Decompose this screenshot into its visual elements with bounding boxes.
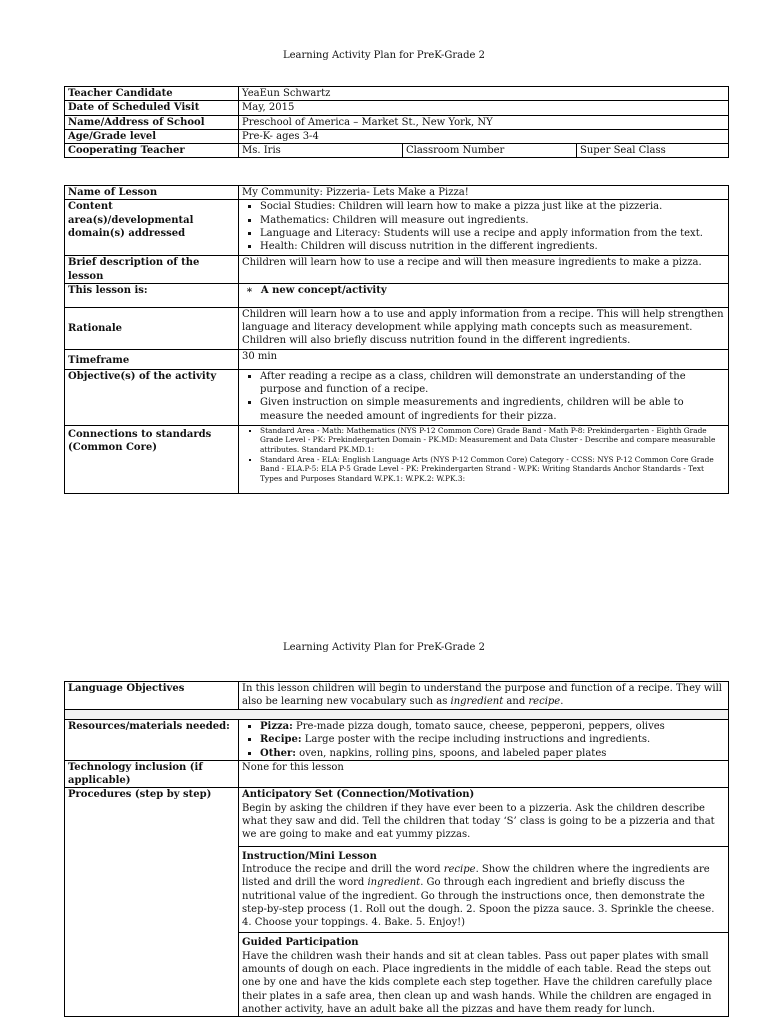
cooperating-teacher-value: Ms. Iris — [239, 144, 403, 158]
item-heading: Recipe: — [260, 734, 302, 746]
lesson-name: My Community: Pizzeria- Lets Make a Pizza! — [239, 186, 729, 200]
list-item: ▪ Social Studies: Children will learn how to make a pizza just like at the pizzeria. — [260, 200, 725, 213]
lesson-type — [239, 283, 729, 307]
guided-participation — [239, 933, 729, 1017]
list-item: ▪ Language and Literacy: Students will use a recipe and apply information from the text. — [260, 227, 725, 240]
table-row — [65, 115, 729, 129]
standards — [239, 425, 729, 493]
row-label: Content area(s)/developmental domain(s) addressed — [65, 200, 239, 256]
list-item: ▪ Mathematics: Children will measure out ingredients. — [260, 214, 725, 227]
item-text: Large poster with the recipe including instructions and ingredients. — [301, 734, 651, 746]
vocab-word: ingredient — [367, 877, 421, 889]
technology: None for this lesson — [239, 760, 729, 788]
text: . Show the children where the ingredients are listed and drill the word — [242, 863, 710, 889]
content-areas — [239, 200, 729, 256]
instruction-mini-lesson — [239, 846, 729, 933]
vocab-word: recipe — [443, 863, 476, 875]
language-objectives — [239, 682, 729, 710]
table-row — [65, 425, 729, 493]
row-label: Brief description of the lesson — [65, 256, 239, 284]
section-heading: Instruction/Mini Lesson — [242, 850, 377, 862]
list-item — [260, 720, 725, 733]
table-row — [65, 760, 729, 788]
text: In this lesson children will begin to understand the purpose and function of a recipe. They will also be learning new vocabulary such as — [242, 683, 722, 708]
table-row — [65, 200, 729, 256]
row-label: Connections to standards (Common Core) — [65, 425, 239, 493]
table-row — [65, 144, 729, 158]
row-label: Teacher Candidate — [65, 87, 239, 101]
row-value: May, 2015 — [239, 101, 729, 115]
brief-description: Children will learn how to use a recipe and will then measure ingredients to make a pizza. — [239, 256, 729, 284]
list-item: ▪ Health: Children will discuss nutrition in the different ingredients. — [260, 240, 725, 253]
table-row — [65, 788, 729, 846]
table-row — [65, 186, 729, 200]
objectives — [239, 369, 729, 425]
row-label: Rationale — [65, 307, 239, 349]
shaded-spacer — [65, 710, 729, 720]
rationale: Children will learn how a to use and apply information from a recipe. This will help strengthen language and literacy development while applying math concepts such as measurement. Children will also briefly discuss nutrition found in the different ingredients. — [239, 307, 729, 349]
list-item: ∗ A new concept/activity — [246, 284, 725, 297]
row-value: Pre-K- ages 3-4 — [239, 129, 729, 143]
section-text — [242, 863, 725, 929]
anticipatory-set — [239, 788, 729, 846]
spacer-row — [65, 710, 729, 720]
section-heading: Guided Participation — [242, 937, 359, 949]
table-row — [65, 349, 729, 369]
table-row — [65, 129, 729, 143]
row-label: Name of Lesson — [65, 186, 239, 200]
vocab-word: ingredient — [450, 696, 504, 708]
row-label: Date of Scheduled Visit — [65, 101, 239, 115]
item-heading: Pizza: — [260, 721, 293, 732]
row-label: Technology inclusion (if applicable) — [65, 760, 239, 788]
item-text: Pre-made pizza dough, tomato sauce, cheese, pepperoni, peppers, olives — [292, 721, 665, 732]
item-text: oven, napkins, rolling pins, spoons, and labeled paper plates — [295, 747, 607, 759]
vocab-word: recipe — [528, 696, 561, 708]
row-label: Procedures (step by step) — [65, 788, 239, 1017]
list-item — [260, 747, 725, 760]
list-item: ▪ Standard Area - ELA: English Language Arts (NYS P-12 Common Core) Category - CCSS: NYS P-12 Common Core Grade Band - ELA.P-5: ELA P-5 Grade Level - PK: Prekindergarten Strand - W.PK: Writing Standards Anchor Standards - Text Types and Purposes Standard W.PK.1: W.PK.2: W.PK.3: — [260, 455, 725, 484]
text: Introduce the recipe and drill the word — [242, 863, 444, 875]
table-row — [65, 256, 729, 284]
section-text: Have the children wash their hands and sit at clean tables. Pass out paper plates with small amounts of dough on each. Place ingredients in the middle of each table. Read the steps out one by one and have the kids complete each step together. Have the children carefully place their plates in a safe area, then clean up and wash hands. While the children are engaged in another activity, have an adult bake all the pizzas and have them ready for lunch. — [242, 950, 713, 1015]
resources — [239, 720, 729, 761]
section-heading: Anticipatory Set (Connection/Motivation) — [242, 789, 475, 801]
row-label: This lesson is: — [65, 283, 239, 307]
row-value: Preschool of America – Market St., New York, NY — [239, 115, 729, 129]
table-row — [65, 283, 729, 307]
page-title: Learning Activity Plan for PreK-Grade 2 — [282, 50, 486, 61]
row-label: Language Objectives — [65, 682, 239, 710]
table-row — [65, 307, 729, 349]
timeframe: 30 min — [239, 349, 729, 369]
item-heading: Other: — [260, 747, 296, 759]
list-item: ▪ After reading a recipe as a class, children will demonstrate an understanding of the purpose and function of a recipe. — [260, 370, 725, 397]
row-label: Resources/materials needed: — [65, 720, 239, 761]
page-title: Learning Activity Plan for PreK-Grade 2 — [282, 642, 486, 653]
table-row — [65, 101, 729, 115]
classroom-number-label: Classroom Number — [403, 144, 577, 158]
classroom-number-value: Super Seal Class — [577, 144, 729, 158]
text: . Go through each ingredient and briefly discuss the nutritional value of the ingredient. Go through the instructions once, then demonstrate the step-by-step process (1. Roll out the dough. 2. Spoon the pizza sauce. 3. Sprinkle the cheese. 4. Choose your toppings. 4. Bake. 5. Enjoy!) — [242, 877, 715, 929]
list-item: ▪ Standard Area - Math: Mathematics (NYS P-12 Common Core) Grade Band - Math P-8: Prekindergarten - Eighth Grade Grade Level - PK: Prekindergarten Domain - PK.MD: Measurement and Data Cluster - Describe and compare measurable attributes. Standard PK.MD.1: — [260, 426, 725, 455]
section-text: Begin by asking the children if they have ever been to a pizzeria. Ask the children describe what they saw and did. Tell the children that today ‘S’ class is going to be a pizzeria and that we are going to make and eat yummy pizzas. — [242, 802, 715, 841]
table-row — [65, 720, 729, 761]
table-row — [65, 369, 729, 425]
row-label: Cooperating Teacher — [65, 144, 239, 158]
text: and — [503, 696, 529, 708]
table-row — [65, 682, 729, 710]
table-row — [65, 87, 729, 101]
list-item: ▪ Given instruction on simple measurements and ingredients, children will be able to measure the needed amount of ingredients for their pizza. — [260, 396, 725, 423]
row-value: YeaEun Schwartz — [239, 87, 729, 101]
row-label: Objective(s) of the activity — [65, 369, 239, 425]
teacher-info-table — [64, 86, 729, 158]
row-label: Timeframe — [65, 349, 239, 369]
lesson-table — [64, 185, 729, 494]
row-label: Name/Address of School — [65, 115, 239, 129]
activity-plan-table — [64, 681, 729, 1017]
text: . — [560, 696, 564, 708]
list-item — [260, 733, 725, 746]
row-label: Age/Grade level — [65, 129, 239, 143]
